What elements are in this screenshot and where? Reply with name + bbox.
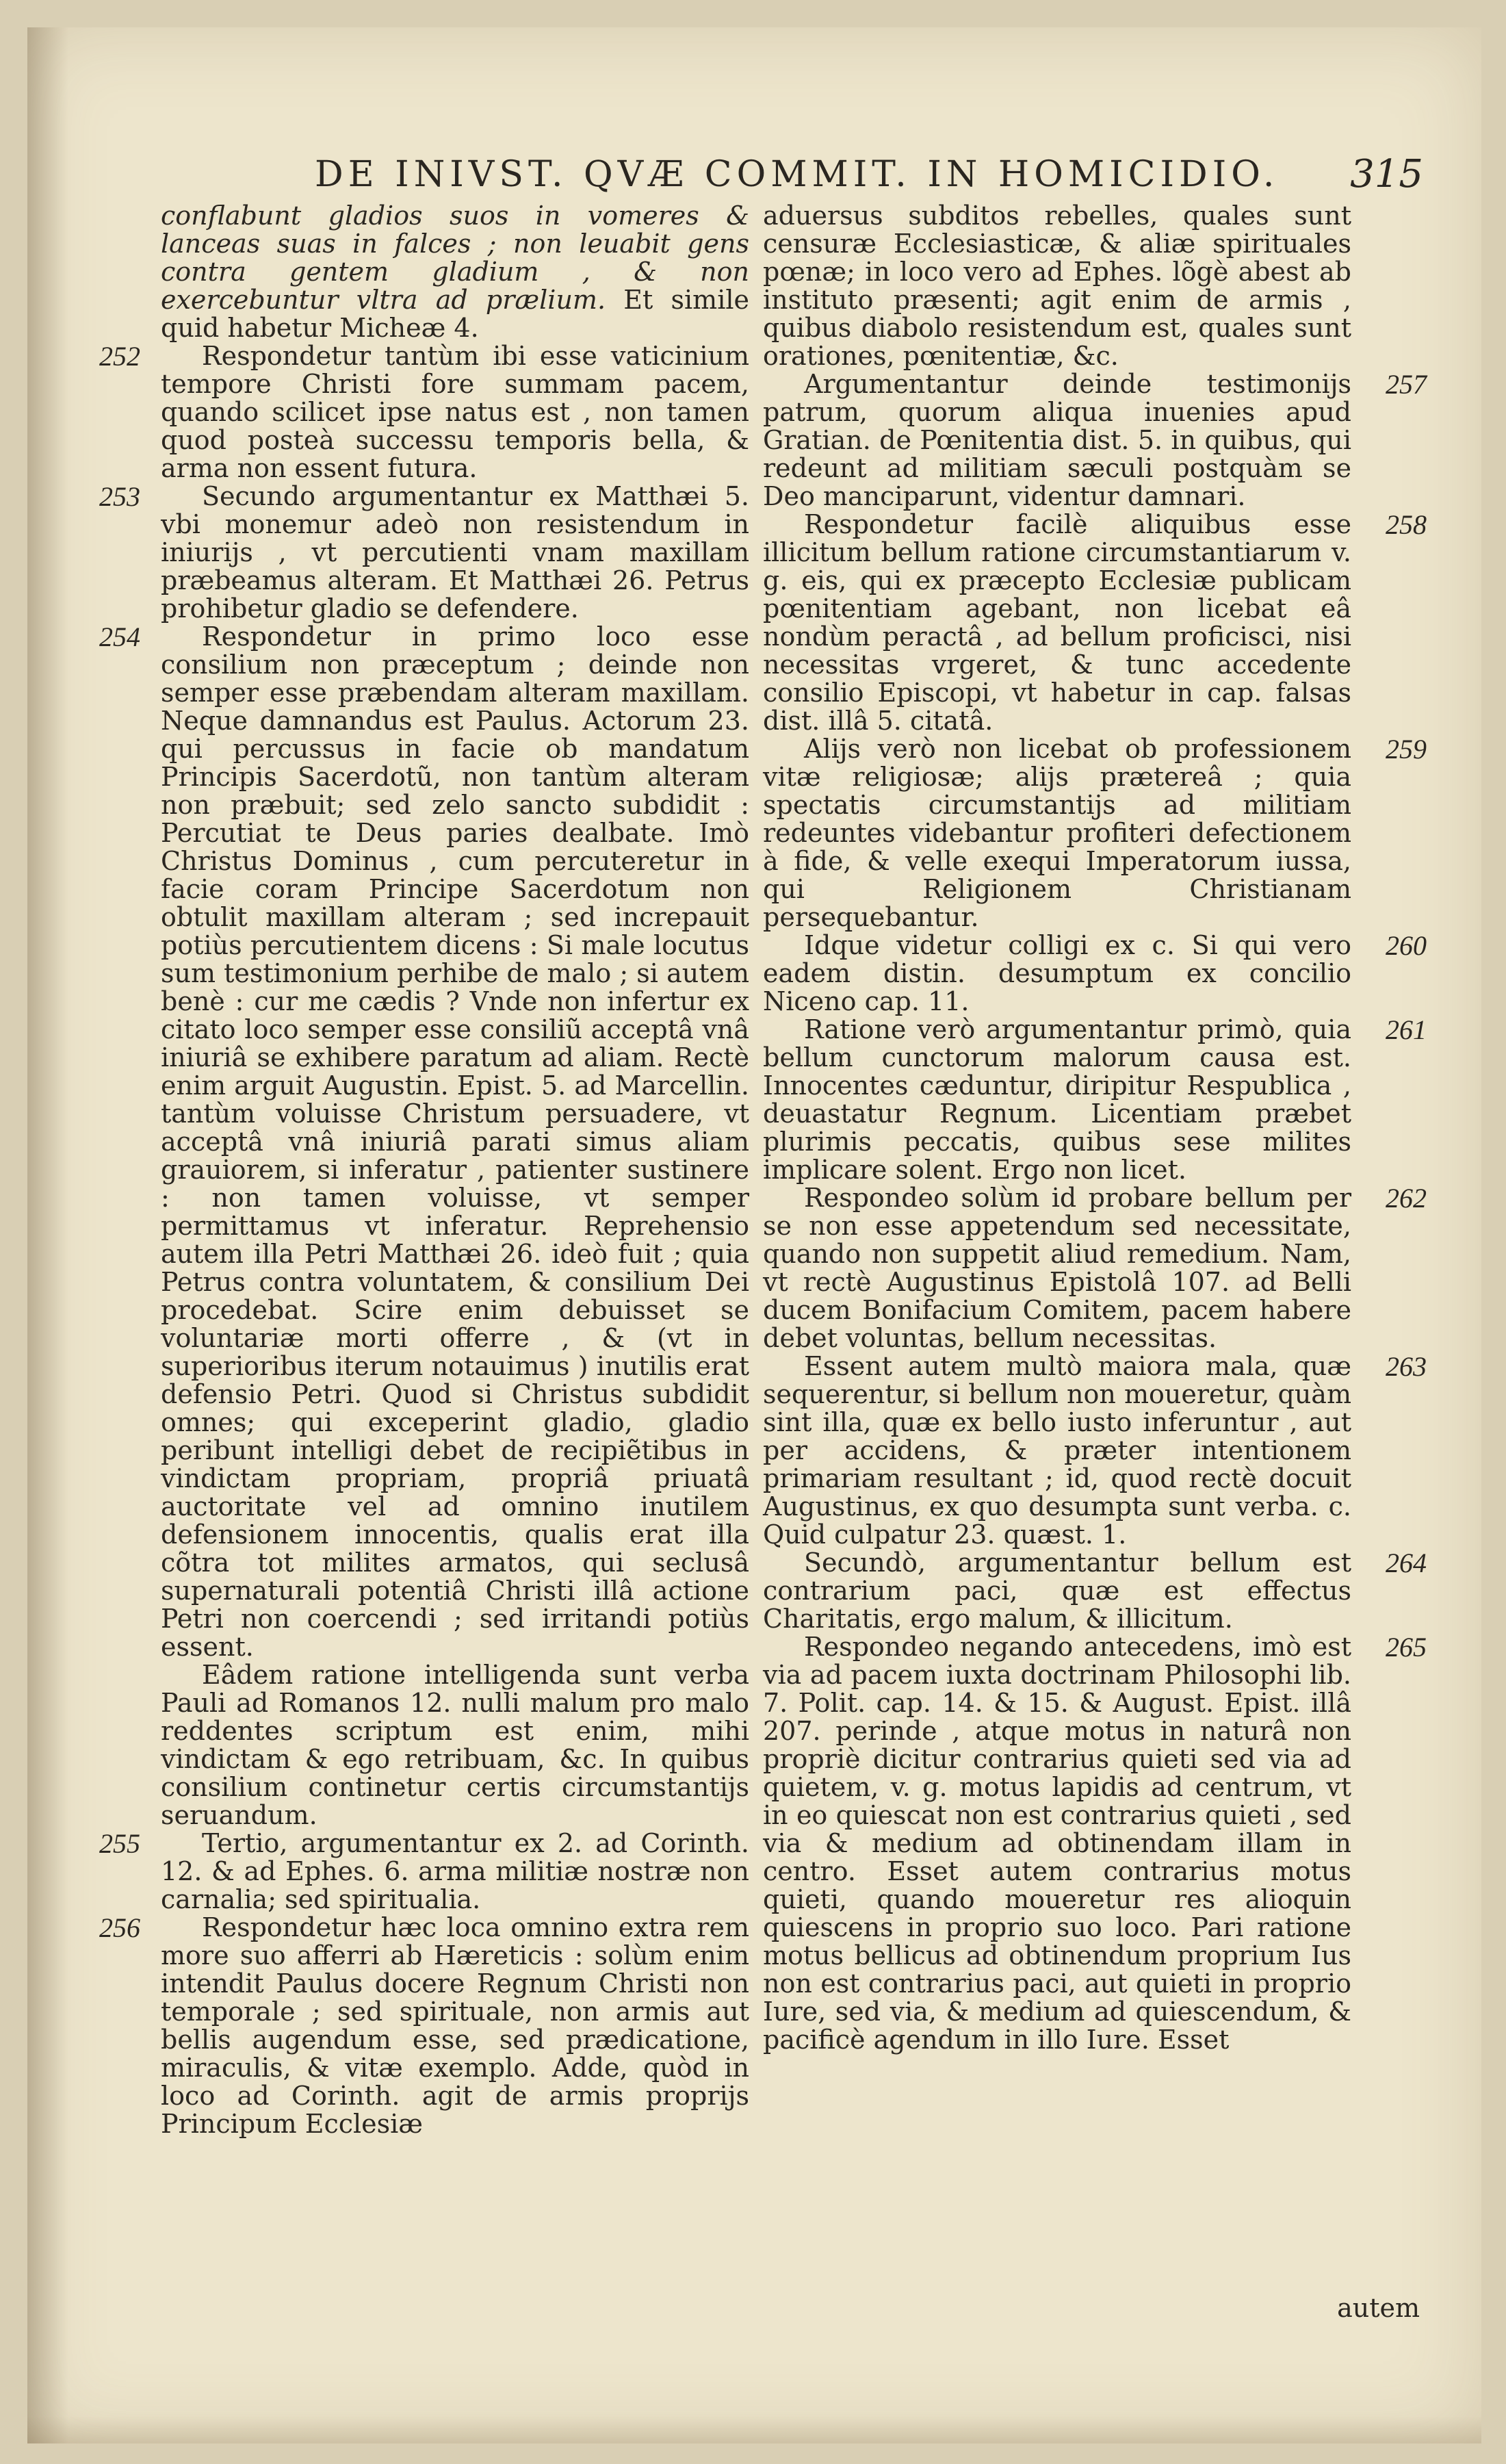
margin-number: 255 <box>99 1828 140 1859</box>
running-head-title: DE INIVST. QVÆ COMMIT. IN HOMICIDIO. <box>315 154 1280 195</box>
margin-number: 252 <box>99 341 140 372</box>
margin-number: 263 <box>1386 1351 1427 1382</box>
paragraph-text: Secundò, argumentantur bellum est contrarium paci, quæ est effectus Charitatis, ergo malum, & illicitum. <box>763 1548 1351 1634</box>
paragraph-text: Essent autem multò maiora mala, quæ sequerentur, si bellum non moueretur, quàm sint illa, quæ ex bello iusto inferuntur , aut per accidens, & præter intentionem primariam resultant ; id, quod rectè docuit Augustinus, ex quo desumpta sunt verba. c. Quid culpatur 23. quæst. 1. <box>763 1351 1351 1550</box>
paragraph-text: aduersus subditos rebelles, quales sunt censuræ Ecclesiasticæ, & aliæ spirituales pœnæ; in loco vero ad Ephes. lõgè abest ab instituto præsenti; agit enim de armis , quibus diabolo resistendum est, quales sunt orationes, pœnitentiæ, &c. <box>763 201 1351 371</box>
margin-number: 264 <box>1386 1548 1427 1578</box>
paragraph-text: Argumentantur deinde testimonijs patrum, quorum aliqua inuenies apud Gratian. de Pœnitentia dist. 5. in quibus, qui redeunt ad militiam sæculi postquàm se Deo manciparunt, videntur damnari. <box>763 369 1351 511</box>
paragraph-text: Respondetur facilè aliquibus esse illicitum bellum ratione circumstantiarum v. g. eis, qui ex præcepto Ecclesiæ publicam pœnitentiam agebant, non licebat eâ nondùm peractâ , ad bellum proficisci, nisi necessitas vrgeret, & tunc accedente consilio Episcopi, vt habetur in cap. falsas dist. illâ 5. citatâ. <box>763 509 1351 736</box>
margin-number: 260 <box>1386 930 1427 961</box>
paragraph-text: Eâdem ratione intelligenda sunt verba Pauli ad Romanos 12. nulli malum pro malo reddentes scriptum est enim, mihi vindictam & ego retribuam, &c. In quibus consilium continetur certis circumstantijs seruandum. <box>161 1660 749 1830</box>
paragraph-text: Respondeo solùm id probare bellum per se non esse appetendum sed necessitate, quando non suppetit aliud remedium. Nam, vt rectè Augustinus Epistolâ 107. ad Belli ducem Bonifacium Comitem, pacem habere debet voluntas, bellum necessitas. <box>763 1183 1351 1353</box>
paragraph-text: Alijs verò non licebat ob professionem vitæ religiosæ; alijs prætereâ ; quia spectatis circumstantijs ad militiam redeuntes videbantur profiteri defectionem à fide, & velle exequi Imperatorum iussa, qui Religionem Christianam persequebantur. <box>763 734 1351 932</box>
paragraph <box>99 481 749 624</box>
paragraph-text-tail: Et simile quid habetur Micheæ 4. <box>161 285 749 343</box>
paragraph <box>763 202 1351 370</box>
paragraph <box>763 930 1427 1016</box>
paragraph <box>763 1548 1427 1634</box>
page-edge-shadow <box>27 2416 1481 2443</box>
paragraph <box>763 1351 1427 1550</box>
margin-number: 262 <box>1386 1183 1427 1214</box>
paragraph-text: Respondetur tantùm ibi esse vaticinium tempore Christi fore summam pacem, quando scilicet ipse natus est , non tamen quod posteà successu temporis bella, & arma non essent futura. <box>161 341 749 483</box>
paragraph <box>99 341 749 483</box>
paragraph-text: Idque videtur colligi ex c. Si qui vero eadem distin. desumptum ex concilio Niceno cap. 11. <box>763 930 1351 1016</box>
paragraph <box>763 734 1427 932</box>
margin-number: 256 <box>99 1912 140 1943</box>
paragraph-text: Ratione verò argumentantur primò, quia bellum cunctorum malorum causa est. Innocentes cæduntur, diripitur Respublica , deuastatur Regnum. Licentiam præbet plurimis peccatis, quibus sese milites implicare solent. Ergo non licet. <box>763 1014 1351 1185</box>
margin-number: 259 <box>1386 734 1427 765</box>
margin-number: 258 <box>1386 509 1427 540</box>
paragraph-text: Respondeo negando antecedens, imò est via ad pacem iuxta doctrinam Philosophi lib. 7. Polit. cap. 14. & 15. & August. Epist. illâ 207. perinde , atque motus in naturâ non propriè dicitur contrarius quieti sed via ad quietem, v. g. motus lapidis ad centrum, vt in eo quiescat non est contrarius quieti , sed via & medium ad obtinendam illam in centro. Esset autem contrarius motus quieti, quando moueretur res alioquin quiescens in proprio suo loco. Pari ratione motus bellicus ad obtinendum proprium Ius non est contrarius paci, aut quieti in proprio Iure, sed via, & medium ad quiescendum, & pacificè agendum in illo Iure. Esset <box>763 1632 1351 2055</box>
paragraph-text: conflabunt gladios suos in vomeres & lanceas suas in falces ; non leuabit gens contra gentem gladium , & non exercebuntur vltra ad prælium. <box>161 201 749 315</box>
paragraph <box>99 1828 749 1914</box>
left-column <box>99 201 749 2139</box>
paragraph-text: Respondetur in primo loco esse consilium non præceptum ; deinde non semper esse præbendam alteram maxillam. Neque damnandus est Paulus. Actorum 23. qui percussus in facie ob mandatum Principis Sacerdotũ, non tantùm alteram non præbuit; sed zelo sancto subdidit : Percutiat te Deus paries dealbate. Imò Christus Dominus , cum percuteretur in facie coram Principe Sacerdotum non obtulit maxillam alteram ; sed increpauit potiùs percutientem dicens : Si male locutus sum testimonium perhibe de malo ; si autem benè : cur me cædis ? Vnde non infertur ex citato loco semper esse consiliũ acceptâ vnâ iniuriâ se exhibere paratum ad aliam. Rectè enim arguit Augustin. Epist. 5. ad Marcellin. tantùm voluisse Christum persuadere, vt acceptâ vnâ iniuriâ parati simus aliam grauiorem, si inferatur , patienter sustinere : non tamen voluisse, vt semper permittamus vt inferatur. Reprehensio autem illa Petri Matthæi 26. ideò fuit ; quia Petrus contra voluntatem, & consilium Dei procedebat. Scire enim debuisset se voluntariæ morti offerre , & (vt in superioribus iterum notauimus ) inutilis erat defensio Petri. Quod si Christus subdidit omnes; qui exceperint gladio, gladio peribunt intelligi debet de recipiẽtibus in vindictam propriam, propriâ priuatâ auctoritate vel ad omnino inutilem defensionem innocentis, qualis erat illa cõtra tot milites armatos, qui seclusâ supernaturali potentiâ Christi illâ actione Petri non coercendi ; sed irritandi potiùs essent. <box>161 621 749 1662</box>
paragraph <box>99 621 749 1662</box>
gutter-shadow <box>27 27 68 2443</box>
catchword: autem <box>1337 2293 1420 2323</box>
paragraph <box>763 1183 1427 1353</box>
paragraph-text: Respondetur hæc loca omnino extra rem more suo afferri ab Hæreticis : solùm enim intendit Paulus docere Regnum Christi non temporale ; sed spirituale, non armis aut bellis augendum esse, sed prædicatione, miraculis, & vitæ exemplo. Adde, quòd in loco ad Corinth. agit de armis proprijs Principum Ecclesiæ <box>161 1912 749 2139</box>
paragraph <box>99 1912 749 2139</box>
page-number: 315 <box>1350 152 1423 196</box>
right-column <box>763 201 1427 2055</box>
book-page <box>27 27 1481 2443</box>
paragraph-text: Secundo argumentantur ex Matthæi 5. vbi monemur adeò non resistendum in iniurijs , vt percutienti vnam maxillam præbeamus alteram. Et Matthæi 26. Petrus prohibetur gladio se defendere. <box>161 481 749 624</box>
margin-number: 253 <box>99 481 140 512</box>
paragraph <box>161 202 749 342</box>
running-head <box>315 147 1423 202</box>
paragraph <box>763 369 1427 511</box>
margin-number: 254 <box>99 621 140 652</box>
margin-number: 261 <box>1386 1014 1427 1045</box>
paragraph-text: Tertio, argumentantur ex 2. ad Corinth. 12. & ad Ephes. 6. arma militiæ nostræ non carnalia; sed spiritualia. <box>161 1828 749 1914</box>
paragraph <box>763 509 1427 736</box>
paragraph <box>763 1632 1427 2055</box>
margin-number: 257 <box>1386 369 1427 400</box>
margin-number: 265 <box>1386 1632 1427 1663</box>
paragraph <box>763 1014 1427 1185</box>
paragraph <box>161 1661 749 1830</box>
